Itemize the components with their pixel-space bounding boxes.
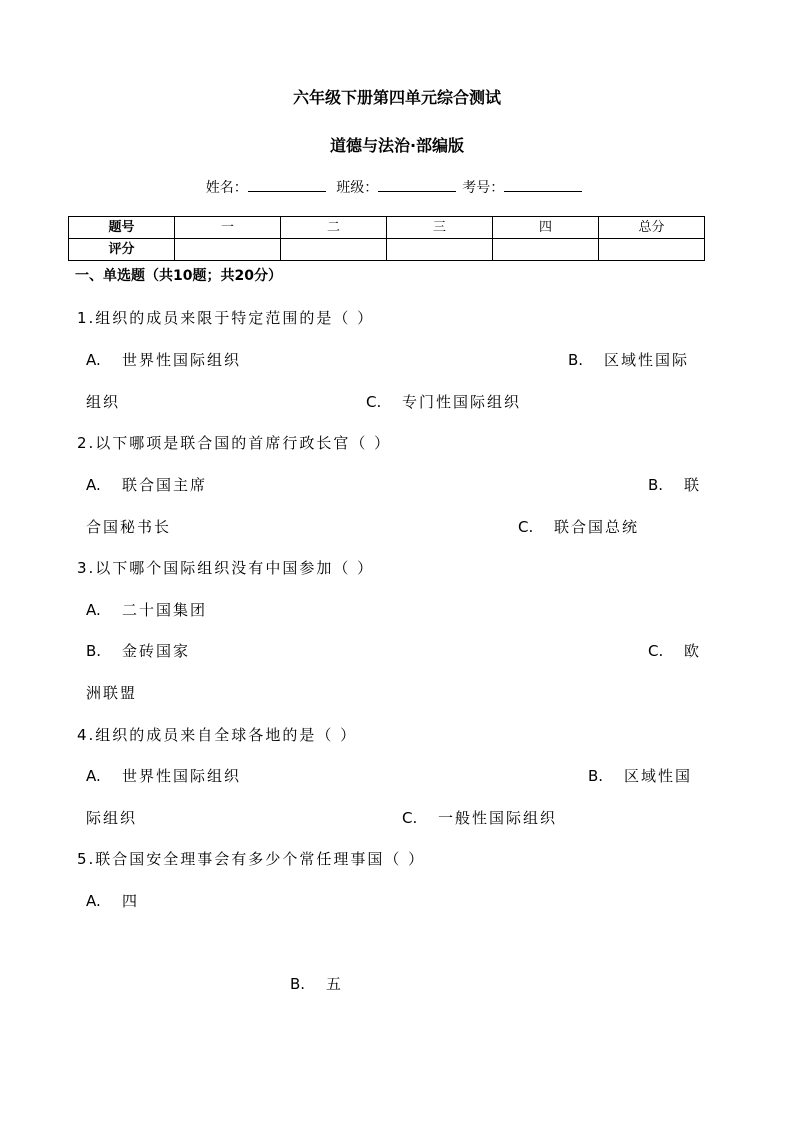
option-text: 联 [684,476,702,494]
student-info-line [0,176,794,198]
score-table-cell[interactable] [493,239,599,261]
option-letter: C. [648,642,664,660]
option-text: 一般性国际组织 [438,809,558,827]
option-letter: A. [86,601,101,619]
option-b-continued: 合国秘书长 [86,518,172,536]
option-b[interactable] [290,973,343,995]
option-c[interactable] [518,516,639,538]
question-stem: 3.以下哪个国际组织没有中国参加（ ） [77,559,375,577]
class-label: 班级： [336,180,379,196]
score-table-cell: 题号 [69,217,175,239]
score-table-score-row [69,239,705,261]
exam-subtitle: 道德与法治·部编版 [329,136,465,155]
option-text: 世界性国际组织 [122,767,242,785]
question-stem: 1.组织的成员来限于特定范围的是（ ） [77,309,375,327]
option-text: 区域性国际 [604,351,690,369]
section-heading: 一、单选题（共10题；共20分） [75,268,282,284]
option-letter: A. [86,892,101,910]
option-text: 联合国主席 [122,476,208,494]
option-letter: A. [86,767,101,785]
score-table-cell: 总分 [599,217,705,239]
question-stem: 2.以下哪项是联合国的首席行政长官（ ） [77,434,392,452]
option-letter: B. [86,642,102,660]
option-b[interactable] [86,640,190,662]
exam-no-label: 考号： [462,180,505,196]
option-b-continued: 际组织 [86,809,138,827]
option-text: 区域性国 [624,767,693,785]
option-text: 欧 [684,642,702,660]
option-b[interactable] [648,474,701,496]
name-label: 姓名： [205,180,248,196]
class-blank[interactable] [378,176,456,192]
score-table-cell: 三 [387,217,493,239]
score-table-cell: 二 [281,217,387,239]
option-text: 五 [326,975,344,993]
option-c[interactable] [366,391,521,413]
score-table-cell[interactable] [281,239,387,261]
exam-title: 六年级下册第四单元综合测试 [292,88,501,107]
score-table-cell[interactable] [599,239,705,261]
option-letter: A. [86,476,101,494]
option-letter: C. [518,518,534,536]
score-table-cell[interactable] [175,239,281,261]
option-letter: B. [588,767,604,785]
option-letter: C. [366,393,382,411]
option-letter: A. [86,351,101,369]
exam-no-blank[interactable] [504,176,582,192]
name-blank[interactable] [248,176,326,192]
score-table-header-row [69,217,705,239]
option-a[interactable] [86,765,241,787]
option-text: 二十国集团 [122,601,208,619]
option-c[interactable] [648,640,701,662]
option-text: 世界性国际组织 [122,351,242,369]
option-letter: B. [568,351,584,369]
option-text: 金砖国家 [122,642,191,660]
option-letter: C. [402,809,418,827]
option-c[interactable] [402,807,557,829]
option-letter: B. [648,476,664,494]
question-stem: 4.组织的成员来自全球各地的是（ ） [77,726,358,744]
option-a[interactable] [86,599,207,621]
score-table-cell: 四 [493,217,599,239]
score-table-cell: 一 [175,217,281,239]
score-table-cell: 评分 [69,239,175,261]
option-b-continued: 组织 [86,393,121,411]
option-text: 联合国总统 [554,518,640,536]
option-text: 专门性国际组织 [402,393,522,411]
option-a[interactable] [86,890,139,912]
option-c-continued: 洲联盟 [86,684,138,702]
option-letter: B. [290,975,306,993]
option-a[interactable] [86,349,241,371]
question-stem: 5.联合国安全理事会有多少个常任理事国（ ） [77,850,426,868]
option-b[interactable] [568,349,689,371]
option-a[interactable] [86,474,207,496]
option-text: 四 [122,892,140,910]
score-table [68,216,705,261]
score-table-cell[interactable] [387,239,493,261]
option-b[interactable] [588,765,692,787]
